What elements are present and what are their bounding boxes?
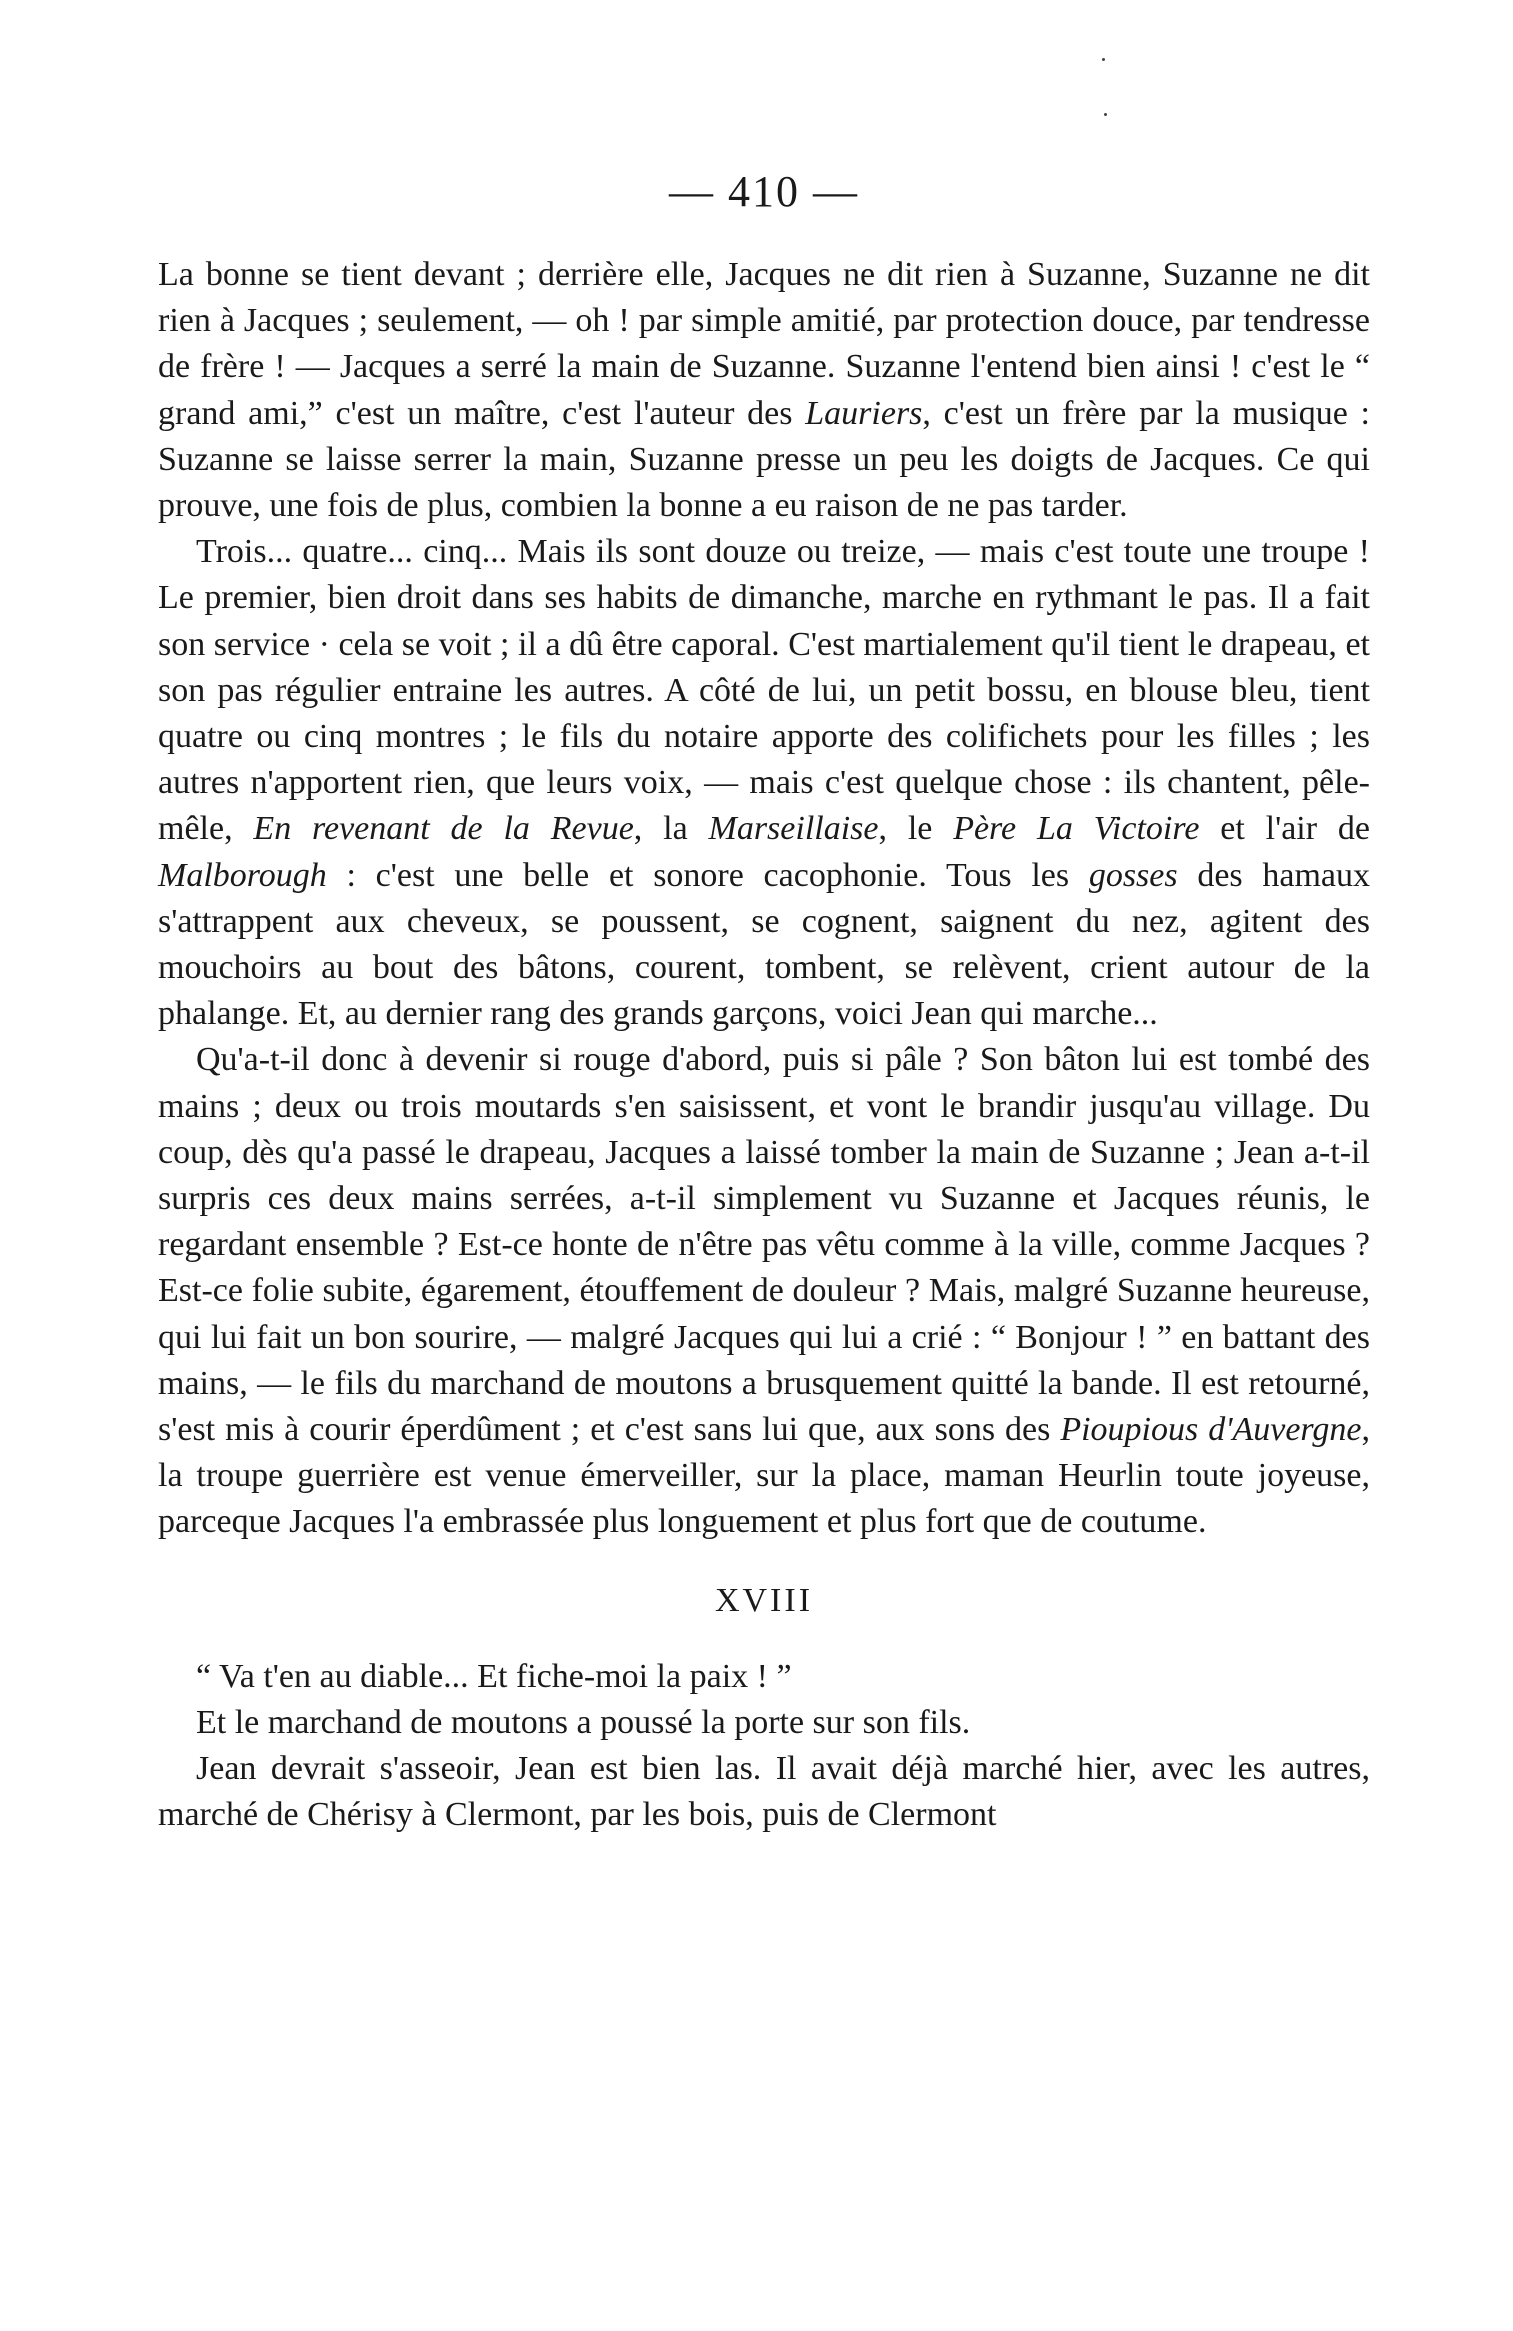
text-run: : c'est une belle et sonore cacophonie. Tous les [326,856,1089,894]
chapter-heading: XVIII [714,1581,814,1619]
text-run: Qu'a-t-il donc à devenir si rouge d'abord, puis si pâle ? Son bâton lui est tombé des mains ; deux ou trois moutards s'en saisissent, et vont le brandir jusqu'au village. Du coup, dès qu'a passé le drapeau, Jacques a laissé tomber la main de Suzanne ; Jean a-t-il surpris ces deux mains serrées, a-t-il simplement vu Suzanne et Jacques réunis, le regardant ensemble ? Est-ce honte de n'être pas vêtu comme à la ville, comme Jacques ? Est-ce folie subite, égarement, étouffement de douleur ? Mais, malgré Suzanne heureuse, qui lui fait un bon sourire, — malgré Jacques qui lui a crié : “ Bonjour ! ” en battant des mains, — le fils du marchand de moutons a brusquement quitté la bande. Il est retourné, s'est mis à courir éperdûment ; et c'est sans lui que, aux sons des [158,1041,1370,1449]
page-number: — 410 — [669,167,859,216]
text-run: La bonne se tient devant ; derrière elle, Jacques ne dit rien à Suzanne, Suzanne ne dit rien à Jacques ; seulement, — oh ! par simple amitié, par protection douce, par tendresse de frère ! — Jacques a serré la main de Suzanne. Suzanne l'entend bien ainsi ! c'est le “ grand ami,” c'est un maître, c'est l'auteur des [158,256,1370,432]
paragraph-4: “ Va t'en au diable... Et fiche-moi la paix ! ” [196,1657,792,1695]
text-run: et l'air de [1199,810,1370,848]
book-page [158,167,1370,1839]
paragraph-5: Et le marchand de moutons a poussé la porte sur son fils. [196,1703,971,1741]
scan-speck [1104,113,1107,116]
paragraph-1 [158,252,1370,529]
text-run: , la [633,810,709,848]
italic-title: Père La Victoire [953,810,1200,848]
scan-speck [1102,58,1105,61]
text-run: , le [878,810,954,848]
italic-word: gosses [1088,856,1178,894]
paragraph-6: Jean devrait s'asseoir, Jean est bien las. Il avait déjà marché hier, avec les autres, marché de Chérisy à Clermont, par les bois, puis de Clermont [158,1750,1370,1834]
text-run: des hamaux s'attrappent aux cheveux, se poussent, se cognent, saignent du nez, agitent des mouchoirs au bout des bâtons, courent, tombent, se relèvent, crient autour de la phalange. Et, au dernier rang des grands garçons, voici Jean qui marche... [158,856,1370,1033]
paragraph-2 [158,529,1370,1037]
italic-title: En revenant de la Revue [253,810,634,848]
italic-title: Pioupious d'Auvergne [1060,1411,1362,1449]
italic-title: Lauriers [805,394,923,432]
text-run: , la troupe guerrière est venue émerveiller, sur la place, maman Heurlin toute joyeuse, parceque Jacques l'a embrassée plus longuement et plus fort que de coutume. [158,1411,1370,1541]
italic-title: Malborough [158,856,327,894]
text-run: Trois... quatre... cinq... Mais ils sont douze ou treize, — mais c'est toute une troupe ! Le premier, bien droit dans ses habits de dimanche, marche en rythmant le pas. Il a fait son service · cela se voit ; il a dû être caporal. C'est martialement qu'il tient le drapeau, et son pas régulier entraine les autres. A côté de lui, un petit bossu, en blouse bleu, tient quatre ou cinq montres ; le fils du notaire apporte des colifichets pour les filles ; les autres n'apportent rien, que leurs voix, — mais c'est quelque chose : ils chantent, pêle-mêle, [158,533,1370,848]
paragraph-3 [158,1037,1370,1545]
text-run: , c'est un frère par la musique : Suzanne se laisse serrer la main, Suzanne presse un peu les doigts de Jacques. Ce qui prouve, une fois de plus, combien la bonne a eu raison de ne pas tarder. [158,394,1370,525]
italic-title: Marseillaise [708,810,879,848]
